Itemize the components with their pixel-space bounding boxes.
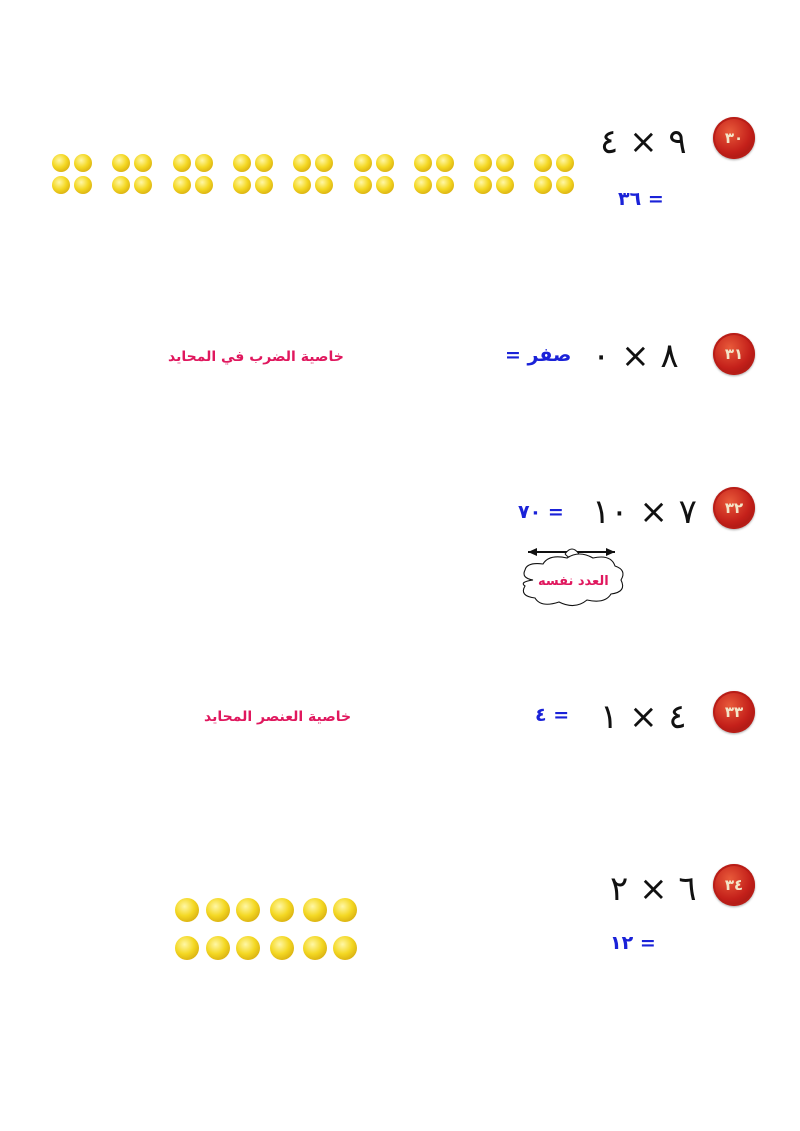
counter-dot — [303, 898, 327, 922]
counter-dot — [556, 154, 574, 172]
counter-group — [354, 154, 396, 196]
counter-group — [414, 154, 456, 196]
counter-dot — [52, 176, 70, 194]
counter-dot — [195, 154, 213, 172]
problem-number-badge: ٣٤ — [713, 864, 755, 906]
counter-dot — [534, 176, 552, 194]
answer-text: ٣٦ = — [618, 188, 664, 210]
counter-dot — [534, 154, 552, 172]
counter-group — [534, 154, 576, 196]
counter-group — [293, 154, 335, 196]
counter-dot — [206, 936, 230, 960]
problem-number-badge: ٣٢ — [713, 487, 755, 529]
counter-dot — [175, 898, 199, 922]
counter-dot — [474, 154, 492, 172]
property-label: خاصية الضرب في المحايد — [168, 349, 344, 365]
counter-dot — [134, 154, 152, 172]
property-label: خاصية العنصر المحايد — [204, 709, 352, 725]
counter-dot — [270, 898, 294, 922]
problem-number-badge: ٣٠ — [713, 117, 755, 159]
counter-rows — [175, 898, 365, 966]
counter-group — [233, 154, 275, 196]
counter-dot — [414, 154, 432, 172]
counter-dot — [74, 176, 92, 194]
counter-dot — [556, 176, 574, 194]
answer-text: ١٢ = — [610, 932, 656, 954]
counter-dot — [303, 936, 327, 960]
counter-dot — [496, 154, 514, 172]
counter-dot — [376, 154, 394, 172]
counter-dot — [270, 936, 294, 960]
counter-dot — [255, 154, 273, 172]
problem-number-badge: ٣٣ — [713, 691, 755, 733]
counter-dot — [315, 176, 333, 194]
counter-dot — [206, 898, 230, 922]
answer-text: = صفر — [505, 344, 572, 366]
counter-groups — [52, 154, 582, 198]
counter-dot — [175, 936, 199, 960]
counter-group — [112, 154, 154, 196]
counter-dot — [233, 154, 251, 172]
counter-dot — [74, 154, 92, 172]
counter-dot — [134, 176, 152, 194]
answer-text: ٤ = — [535, 704, 570, 726]
counter-dot — [112, 154, 130, 172]
multiplication-expression: ٦ × ٢ — [610, 869, 697, 909]
counter-group — [173, 154, 215, 196]
multiplication-expression: ٨ × ٠ — [592, 336, 679, 376]
counter-dot — [333, 898, 357, 922]
counter-dot — [354, 154, 372, 172]
counter-dot — [333, 936, 357, 960]
counter-dot — [236, 898, 260, 922]
counter-dot — [496, 176, 514, 194]
counter-dot — [236, 936, 260, 960]
counter-dot — [376, 176, 394, 194]
answer-text: ٧٠ = — [518, 501, 564, 523]
multiplication-expression: ٤ × ١ — [600, 697, 687, 737]
counter-dot — [112, 176, 130, 194]
counter-dot — [436, 154, 454, 172]
counter-dot — [173, 176, 191, 194]
counter-dot — [315, 154, 333, 172]
counter-group — [474, 154, 516, 196]
multiplication-expression: ٧ × ١٠ — [592, 492, 697, 532]
counter-dot — [52, 154, 70, 172]
problem-number-badge: ٣١ — [713, 333, 755, 375]
counter-dot — [173, 154, 191, 172]
counter-dot — [474, 176, 492, 194]
counter-dot — [233, 176, 251, 194]
cloud-note: العدد نفسه — [538, 574, 609, 589]
counter-dot — [195, 176, 213, 194]
counter-group — [52, 154, 94, 196]
counter-dot — [293, 154, 311, 172]
multiplication-expression: ٩ × ٤ — [600, 122, 687, 162]
counter-dot — [436, 176, 454, 194]
counter-dot — [414, 176, 432, 194]
counter-dot — [293, 176, 311, 194]
counter-dot — [354, 176, 372, 194]
counter-dot — [255, 176, 273, 194]
